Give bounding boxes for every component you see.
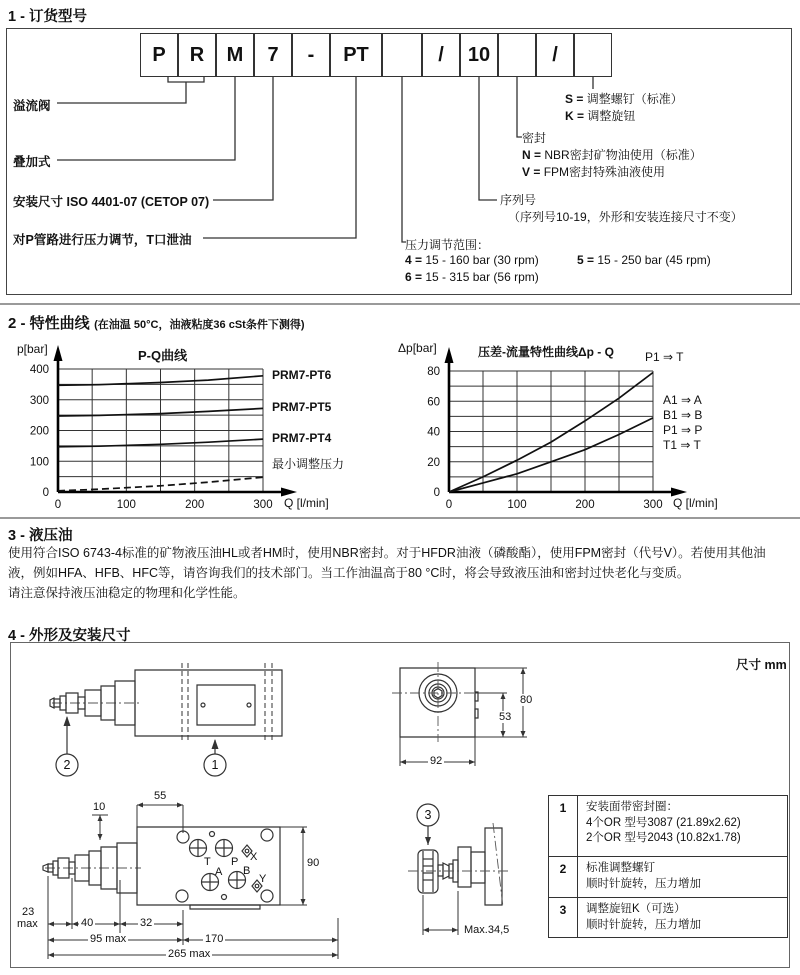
svg-text:300: 300 — [643, 499, 663, 511]
pressure-option-6 — [405, 270, 539, 284]
label-mounting-size: 安装尺寸 ISO 4401-07 (CETOP 07) — [13, 195, 210, 209]
code-cell-11: / — [536, 33, 574, 77]
dim-10: 10 — [93, 801, 106, 813]
svg-text:200: 200 — [29, 425, 49, 438]
seal-title: 密封 — [522, 131, 547, 145]
adjust-option-k-code: K = — [565, 109, 585, 123]
seal-option-n-desc: NBR密封矿物油使用（标准） — [544, 148, 702, 162]
code-cell-7 — [382, 33, 422, 77]
dim-95-max: 95 max — [90, 933, 127, 945]
svg-text:0: 0 — [445, 499, 453, 511]
dim-53: 53 — [499, 711, 512, 723]
label-function: 对P管路进行压力调节，T口泄油 — [13, 233, 192, 247]
seal-option-n — [522, 146, 702, 163]
code-cell-10 — [498, 33, 536, 77]
curve-label-min-pressure: 最小调整压力 — [272, 457, 345, 471]
oil-text-line-3: 请注意保持液压油稳定的物理和化学性能。 — [8, 586, 246, 600]
label-relief-valve: 溢流阀 — [13, 99, 51, 113]
knob-view-drawing — [370, 795, 545, 950]
code-cell-12 — [574, 33, 612, 77]
svg-text:300: 300 — [253, 499, 273, 511]
pressure-range-title: 压力调节范围： — [405, 238, 490, 252]
end-view-drawing — [395, 662, 545, 772]
svg-text:300: 300 — [29, 394, 49, 407]
table-line: 4个OR 型号3087 (21.89x2.62) — [586, 816, 741, 829]
svg-text:100: 100 — [29, 456, 49, 469]
dim-32: 32 — [140, 917, 153, 929]
table-line: 顺时针旋转，压力增加 — [586, 877, 701, 890]
port-label-x: X — [250, 851, 258, 863]
svg-text:100: 100 — [116, 499, 136, 511]
code-cell-8: / — [422, 33, 460, 77]
table-row-number: 1 — [549, 796, 578, 856]
seal-option-v-code: V = — [522, 165, 541, 179]
adjust-option-s-desc: 调整螺钉（标准） — [586, 92, 683, 106]
port-label-y: Y — [259, 873, 267, 885]
port-label-b: B — [243, 865, 251, 877]
chart1-title: P-Q曲线 — [138, 348, 188, 363]
dim-92: 92 — [430, 755, 443, 767]
code-cell-6: PT — [330, 33, 382, 77]
code-cell-5: - — [292, 33, 330, 77]
oil-text-line-2: 液，例如HFA、HFB、HFC等，请咨询我们的技术部门。当工作油温高于80 °C时，将会导致液压油和密封过快老化与变质。 — [8, 566, 690, 580]
seal-option-v-desc: FPM密封特殊油液使用 — [543, 165, 666, 179]
dim-90: 90 — [307, 857, 320, 869]
table-line: 标准调整螺钉 — [586, 862, 655, 874]
port-label-a: A — [215, 866, 223, 878]
adjust-option-s — [565, 90, 683, 107]
section-divider-2 — [0, 517, 800, 519]
table-line: 调整旋钮K（可选） — [586, 903, 686, 915]
svg-text:60: 60 — [427, 396, 440, 409]
section3-heading: 3 - 液压油 — [8, 528, 73, 544]
svg-text:80: 80 — [427, 366, 440, 378]
table-row-content — [578, 796, 787, 856]
dim-80: 80 — [520, 694, 533, 706]
code-cell-3: M — [216, 33, 254, 77]
section4-heading: 4 - 外形及安装尺寸 — [8, 628, 131, 644]
table-row — [548, 795, 788, 857]
label-stacking-type: 叠加式 — [13, 155, 51, 169]
curve-label-pt4: PRM7-PT4 — [272, 431, 332, 445]
pressure-option-5 — [577, 253, 711, 267]
callout-3: 3 — [424, 808, 432, 822]
svg-text:200: 200 — [185, 499, 205, 511]
chart2-legend-t: T1 ⇒ T — [663, 438, 701, 452]
adjust-option-k — [565, 107, 635, 124]
curve-label-pt5: PRM7-PT5 — [272, 400, 332, 414]
pressure-option-6-code: 6 = — [405, 270, 423, 284]
dim-55: 55 — [154, 790, 167, 802]
code-cell-2: R — [178, 33, 216, 77]
section3-paragraph — [8, 543, 794, 603]
seal-option-n-code: N = — [522, 148, 542, 162]
table-line: 安装面带密封圈： — [586, 801, 678, 813]
dim-23-max: max — [17, 918, 38, 930]
code-cell-9: 10 — [460, 33, 498, 77]
adjust-option-k-desc: 调整旋钮 — [587, 109, 636, 123]
chart2-top-label: P1 ⇒ T — [645, 350, 684, 364]
dim-23: 23 — [22, 906, 35, 918]
seal-option-v — [522, 163, 665, 180]
table-row-number: 2 — [549, 857, 578, 897]
adjust-option-s-code: S = — [565, 92, 584, 106]
svg-text:0: 0 — [42, 487, 49, 499]
port-label-t: T — [204, 856, 211, 868]
pressure-option-4-desc: 15 - 160 bar (30 rpm) — [425, 253, 539, 267]
svg-text:200: 200 — [575, 499, 595, 511]
port-label-p: P — [231, 856, 239, 868]
chart2-ylabel: Δp[bar] — [398, 341, 437, 355]
chart2-legend-p: P1 ⇒ P — [663, 423, 703, 437]
pressure-option-4-code: 4 = — [405, 253, 423, 267]
chart2-xlabel: Q [l/min] — [673, 496, 718, 510]
chart2-legend-b: B1 ⇒ B — [663, 408, 703, 422]
pressure-option-5-desc: 15 - 250 bar (45 rpm) — [597, 253, 711, 267]
oil-text-line-1: 使用符合ISO 6743-4标准的矿物液压油HL或者HM时，使用NBR密封。对于HFDR油液（磷酸酯），使用FPM密封（代号V）。若使用其他油 — [8, 546, 766, 560]
chart1-ylabel: p[bar] — [17, 342, 48, 356]
code-cell-1: P — [140, 33, 178, 77]
dim-170: 170 — [205, 933, 224, 945]
code-cell-4: 7 — [254, 33, 292, 77]
side-view-drawing — [40, 655, 310, 780]
section-divider-1 — [0, 303, 800, 305]
table-row-content — [578, 857, 787, 897]
pressure-option-6-desc: 15 - 315 bar (56 rpm) — [425, 270, 539, 284]
svg-text:0: 0 — [433, 487, 440, 499]
table-row — [548, 857, 788, 898]
section2-heading: 2 - 特性曲线 — [8, 315, 90, 332]
curve-label-pt6: PRM7-PT6 — [272, 368, 332, 382]
parts-table — [548, 795, 788, 938]
dim-265-max: 265 max — [168, 948, 211, 960]
svg-text:40: 40 — [427, 426, 440, 439]
pressure-option-4 — [405, 253, 539, 267]
callout-2: 2 — [63, 758, 71, 772]
pressure-option-5-code: 5 = — [577, 253, 595, 267]
chart2-title: 压差-流量特性曲线Δp - Q — [478, 345, 614, 359]
table-line: 顺时针旋转，压力增加 — [586, 918, 701, 931]
serial-note: （序列号10-19，外形和安装连接尺寸不变） — [508, 210, 743, 224]
section2-heading-row — [8, 312, 305, 333]
top-view-drawing — [15, 788, 350, 970]
dim-knob-max: Max.34,5 — [464, 924, 510, 936]
dim-40: 40 — [81, 917, 94, 929]
svg-text:100: 100 — [507, 499, 527, 511]
table-row-content — [578, 898, 787, 937]
svg-text:0: 0 — [54, 499, 62, 511]
table-row — [548, 898, 788, 938]
dp-q-curve-chart — [400, 345, 703, 515]
section2-heading-note: (在油温 50°C，油液粘度36 cSt条件下测得) — [94, 319, 305, 331]
unit-note: 尺寸 mm — [736, 658, 787, 672]
svg-text:400: 400 — [29, 364, 49, 376]
serial-title: 序列号 — [500, 193, 537, 207]
svg-text:20: 20 — [427, 456, 440, 469]
table-line: 2个OR 型号2043 (10.82x1.78) — [586, 832, 741, 844]
chart2-legend-a: A1 ⇒ A — [663, 393, 702, 407]
table-row-number: 3 — [549, 898, 578, 937]
section1-heading: 1 - 订货型号 — [8, 9, 87, 25]
chart1-xlabel: Q [l/min] — [284, 496, 329, 510]
callout-1: 1 — [211, 758, 219, 772]
